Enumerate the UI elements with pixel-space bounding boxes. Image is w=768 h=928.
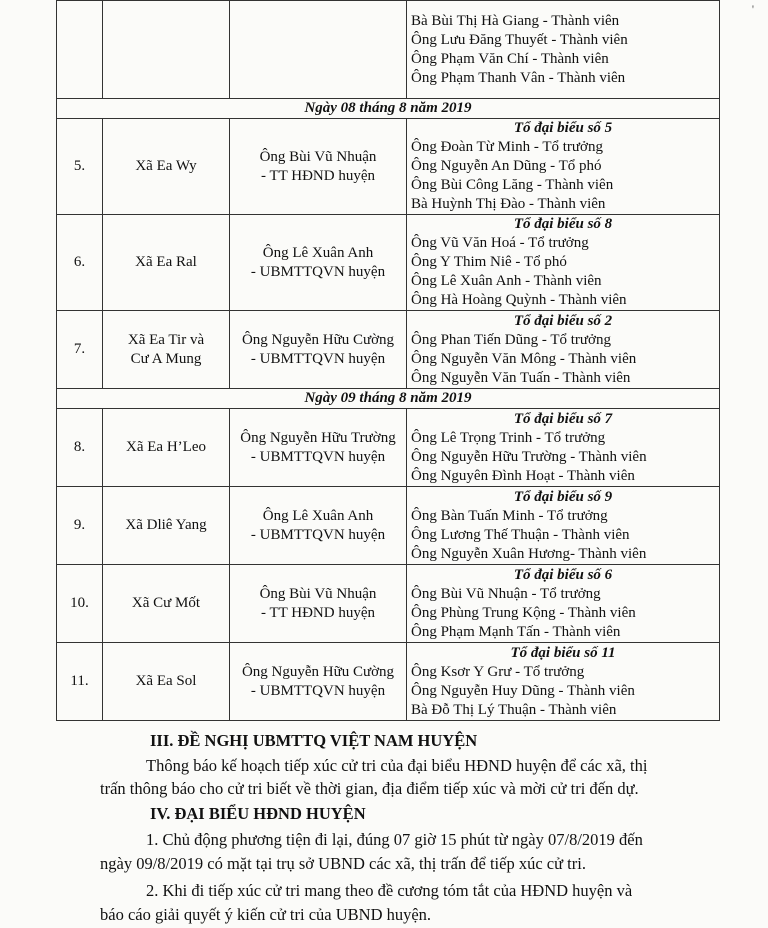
chair-cell <box>230 487 407 565</box>
chair-cell <box>230 1 407 99</box>
commune-line: Xã Cư Mốt <box>131 595 201 611</box>
commune-line: Cư A Mung <box>130 350 202 367</box>
commune-line: Xã Ea Ral <box>135 254 197 270</box>
member-line: Ông Nguyễn Hữu Trường - Thành viên <box>411 448 647 465</box>
chair-cell <box>230 311 407 389</box>
member-line: Ông Lưu Đăng Thuyết - Thành viên <box>411 31 628 48</box>
commune-cell <box>103 565 230 643</box>
commune-cell <box>103 409 230 487</box>
members-cell <box>407 565 720 643</box>
members-cell <box>407 311 720 389</box>
member-line: Ông Nguyễn An Dũng - Tổ phó <box>411 158 602 174</box>
section-4-p2-line-2: báo cáo giải quyết ý kiến cử tri của UBND huyện. <box>100 905 432 924</box>
members-cell <box>407 1 720 99</box>
member-line: Ông Phan Tiến Dũng - Tổ trưởng <box>411 331 611 348</box>
corner-mark: ' <box>751 2 754 16</box>
member-line: Bà Đỗ Thị Lý Thuận - Thành viên <box>411 701 617 718</box>
day-row <box>57 389 720 409</box>
group-title: Tổ đại biểu số 5 <box>513 120 613 136</box>
section-4-heading: IV. ĐẠI BIỂU HĐND HUYỆN <box>150 804 366 823</box>
chair-line: Ông Bùi Vũ Nhuận <box>259 148 377 165</box>
member-line: Ông Lê Trọng Trinh - Tổ trưởng <box>411 429 606 446</box>
member-line: Ông Phạm Mạnh Tấn - Thành viên <box>411 623 621 640</box>
commune-line: Xã Ea Sol <box>135 673 197 689</box>
members-cell <box>407 119 720 215</box>
table-row <box>57 409 720 487</box>
chair-line: Ông Nguyễn Hữu Cường <box>241 331 395 348</box>
table-row <box>57 311 720 389</box>
members-cell <box>407 409 720 487</box>
chair-line: Ông Lê Xuân Anh <box>262 244 374 261</box>
member-line: Ông Bùi Vũ Nhuận - Tổ trưởng <box>411 585 601 602</box>
member-line: Ông Hà Hoàng Quỳnh - Thành viên <box>411 292 627 308</box>
day-label: Ngày 08 tháng 8 năm 2019 <box>57 99 720 119</box>
group-title: Tổ đại biểu số 2 <box>513 312 613 329</box>
member-line: Ông Phùng Trung Kộng - Thành viên <box>411 604 636 621</box>
group-title: Tổ đại biểu số 9 <box>513 488 613 505</box>
commune-cell <box>103 643 230 721</box>
group-title: Tổ đại biểu số 8 <box>513 216 613 232</box>
day-label: Ngày 09 tháng 8 năm 2019 <box>57 389 720 409</box>
table-row <box>57 487 720 565</box>
group-title: Tổ đại biểu số 7 <box>513 410 613 427</box>
commune-cell <box>103 1 230 99</box>
chair-line: - TT HĐND huyện <box>260 604 376 621</box>
section-4-p1-line-2: ngày 09/8/2019 có mặt tại trụ sở UBND các xã, thị trấn để tiếp xúc cử tri. <box>100 854 586 873</box>
chair-line: - TT HĐND huyện <box>260 167 376 184</box>
schedule-table <box>56 0 720 721</box>
commune-line: Xã Dliê Yang <box>125 517 207 533</box>
chair-cell <box>230 643 407 721</box>
member-line: Ông Bùi Công Lăng - Thành viên <box>411 177 614 193</box>
chair-line: - UBMTTQVN huyện <box>250 526 386 543</box>
member-line: Ông Lương Thế Thuận - Thành viên <box>411 526 630 543</box>
commune-line: Xã Ea Wy <box>135 158 197 174</box>
table-row <box>57 565 720 643</box>
member-line: Ông Ksơr Y Grư - Tổ trưởng <box>411 663 585 680</box>
member-line: Ông Lê Xuân Anh - Thành viên <box>411 273 602 289</box>
table-row <box>57 215 720 311</box>
group-title: Tổ đại biểu số 6 <box>513 566 613 583</box>
group-title: Tổ đại biểu số 11 <box>510 644 616 661</box>
member-line: Bà Huỳnh Thị Đào - Thành viên <box>411 196 606 212</box>
member-line: Ông Bàn Tuấn Minh - Tổ trưởng <box>411 507 608 524</box>
commune-cell <box>103 311 230 389</box>
stt-cell: 9. <box>57 487 103 565</box>
member-line: Ông Nguyễn Huy Dũng - Thành viên <box>411 682 635 699</box>
member-line: Ông Nguyên Đình Hoạt - Thành viên <box>411 467 635 484</box>
member-line: Ông Nguyễn Xuân Hương- Thành viên <box>411 545 647 562</box>
chair-line: - UBMTTQVN huyện <box>250 682 386 699</box>
chair-cell <box>230 215 407 311</box>
chair-line: Ông Nguyễn Hữu Cường <box>241 663 395 680</box>
commune-line: Xã Ea H’Leo <box>126 439 206 455</box>
stt-cell: 8. <box>57 409 103 487</box>
commune-line: Xã Ea Tir và <box>127 331 205 348</box>
chair-cell <box>230 409 407 487</box>
chair-cell <box>230 119 407 215</box>
member-line: Ông Phạm Thanh Vân - Thành viên <box>411 69 626 86</box>
chair-line: Ông Bùi Vũ Nhuận <box>259 585 377 602</box>
stt-cell: 11. <box>57 643 103 721</box>
member-line: Bà Bùi Thị Hà Giang - Thành viên <box>411 12 620 29</box>
members-cell <box>407 487 720 565</box>
member-line: Ông Đoàn Từ Minh - Tổ trưởng <box>411 139 603 155</box>
chair-line: Ông Lê Xuân Anh <box>262 507 374 524</box>
commune-cell <box>103 215 230 311</box>
chair-line: - UBMTTQVN huyện <box>250 448 386 465</box>
day-row <box>57 99 720 119</box>
stt-cell: 10. <box>57 565 103 643</box>
chair-line: - UBMTTQVN huyện <box>250 263 386 280</box>
commune-cell <box>103 119 230 215</box>
member-line: Ông Phạm Văn Chí - Thành viên <box>411 50 609 67</box>
table-row <box>57 643 720 721</box>
commune-cell <box>103 487 230 565</box>
member-line: Ông Vũ Văn Hoá - Tổ trưởng <box>411 235 589 251</box>
section-3-heading: III. ĐỀ NGHỊ UBMTTQ VIỆT NAM HUYỆN <box>150 731 478 750</box>
stt-cell <box>57 1 103 99</box>
section-3-line-1: Thông báo kế hoạch tiếp xúc cử tri của đại biểu HĐND huyện để các xã, thị <box>146 756 648 775</box>
stt-cell: 5. <box>57 119 103 215</box>
section-4-p2-line-1: 2. Khi đi tiếp xúc cử tri mang theo đề cương tóm tắt của HĐND huyện và <box>146 881 633 900</box>
stt-cell: 6. <box>57 215 103 311</box>
table-row <box>57 1 720 99</box>
members-cell <box>407 215 720 311</box>
table-row <box>57 119 720 215</box>
chair-cell <box>230 565 407 643</box>
member-line: Ông Nguyễn Văn Tuấn - Thành viên <box>411 369 631 386</box>
members-cell <box>407 643 720 721</box>
section-4-p1-line-1: 1. Chủ động phương tiện đi lại, đúng 07 giờ 15 phút từ ngày 07/8/2019 đến <box>146 830 643 849</box>
stt-cell: 7. <box>57 311 103 389</box>
member-line: Ông Y Thim Niê - Tổ phó <box>411 254 567 270</box>
chair-line: - UBMTTQVN huyện <box>250 350 386 367</box>
chair-line: Ông Nguyễn Hữu Trường <box>240 429 396 446</box>
section-3-line-2: trấn thông báo cho cử tri biết về thời gian, địa điểm tiếp xúc và mời cử tri đến dự. <box>100 779 639 798</box>
member-line: Ông Nguyễn Văn Mông - Thành viên <box>411 350 637 367</box>
